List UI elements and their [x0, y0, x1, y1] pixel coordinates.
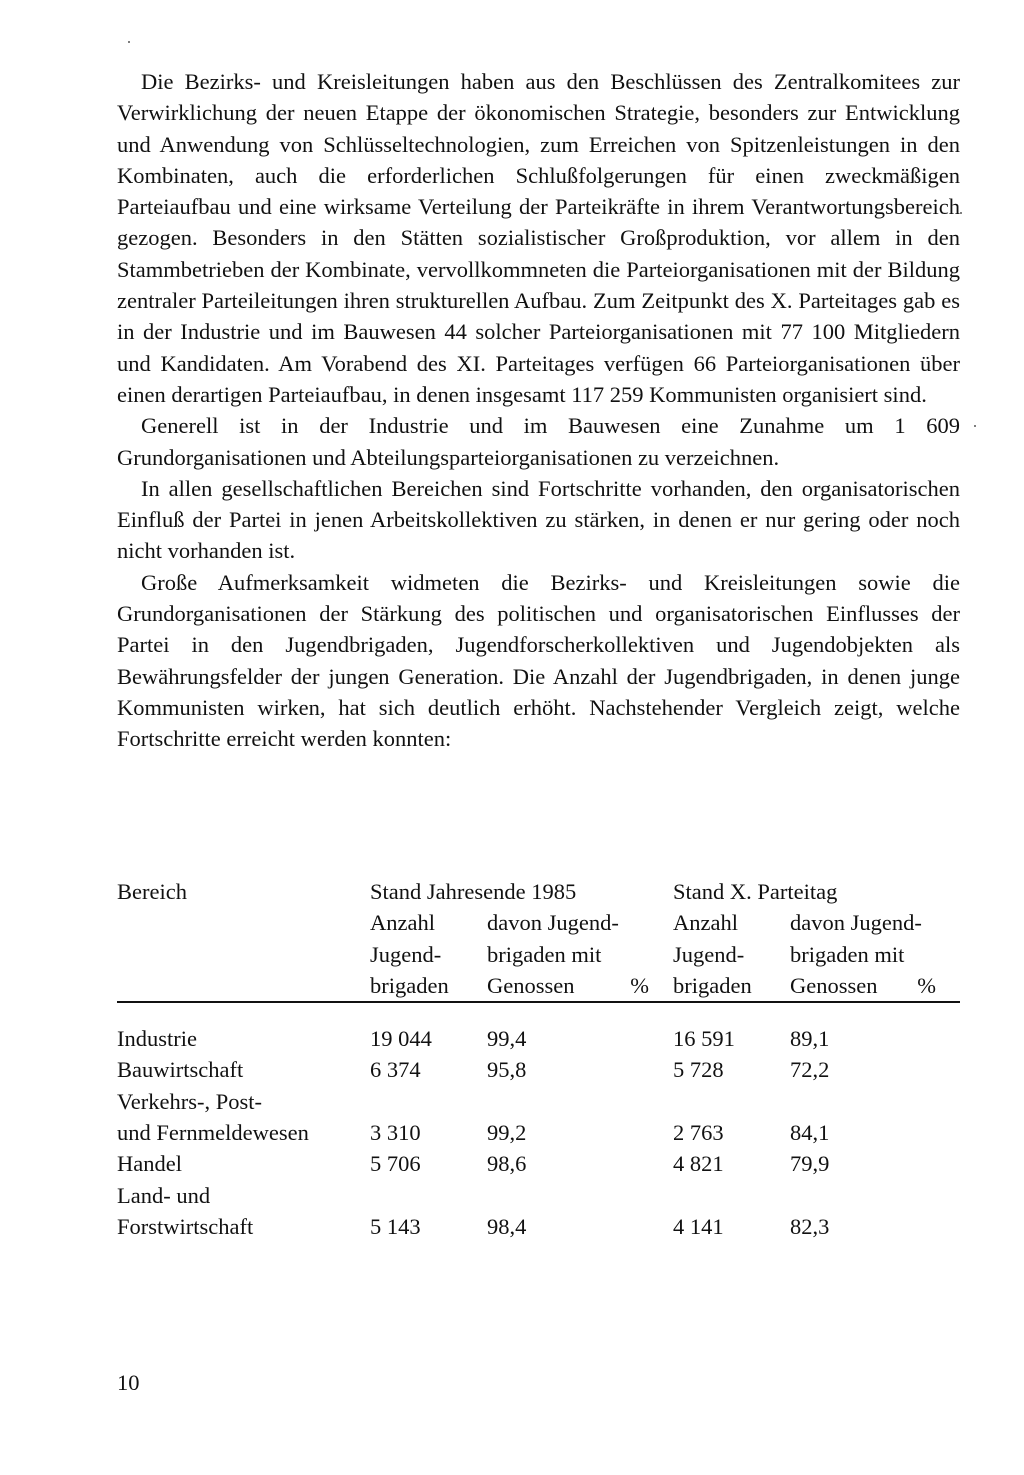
table-row [117, 1180, 960, 1243]
row-count-1985: 5 706 [370, 1151, 421, 1177]
header-line: Anzahl [673, 910, 738, 936]
row-share-x: 84,1 [790, 1120, 830, 1146]
header-count-x [673, 907, 790, 1002]
percent-sign: % [630, 972, 649, 998]
row-area: Industrie [117, 1026, 197, 1052]
scan-speck [960, 212, 962, 214]
row-area-line: und Fernmeldewesen [117, 1120, 309, 1146]
header-share-x [790, 907, 960, 1002]
paragraph: In allen gesellschaftlichen Bereichen sind Fortschritte vorhanden, den organisatorischen Einfluß der Partei in jenen Arbeitskollektiven zu stärken, in denen er nur gering oder noch nicht vorhanden ist. [117, 475, 960, 564]
row-count-1985: 3 310 [370, 1120, 421, 1146]
header-line: Jugend- [673, 941, 745, 967]
paragraph: Die Bezirks- und Kreisleitungen haben aus den Beschlüssen des Zentralkomitees zur Verwirklichung der neuen Etappe der ökonomischen Strategie, besonders zur Entwicklung und Anwendung von Schlüsseltechnologien, zum Erreichen von Spitzenleistungen in den Kombinaten, auch die erforderlichen Schlußfolgerungen für einen zweckmäßigen Parteiaufbau und eine wirksame Verteilung der Parteikräfte in ihrem Verantwortungsbereich gezogen. Besonders in den Stätten sozialistischer Großproduktion, vor allem in den Stammbetrieben der Kombinate, vervollkommneten die Parteiorganisationen mit der Bildung zentraler Parteileitungen ihren strukturellen Aufbau. Zum Zeitpunkt des X. Parteitages gab es in der Industrie und im Bauwesen 44 solcher Parteiorganisationen mit 77 100 Mitgliedern und Kandidaten. Am Vorabend des XI. Parteitages verfügen 66 Parteiorganisationen über einen derartigen Parteiaufbau, in denen insgesamt 117 259 Kommunisten organisiert sind. [117, 69, 960, 407]
horizontal-rule [117, 1002, 960, 1023]
row-count-x: 2 763 [673, 1120, 724, 1146]
header-word: Genossen [487, 972, 575, 998]
row-area: Bauwirtschaft [117, 1057, 244, 1083]
header-line: brigaden mit [790, 941, 905, 967]
row-share-1985: 99,4 [487, 1026, 527, 1052]
table-row [117, 1054, 960, 1085]
header-group-x-parteitag: Stand X. Parteitag [673, 879, 838, 904]
row-count-x: 4 821 [673, 1151, 724, 1177]
row-count-1985: 6 374 [370, 1057, 421, 1083]
row-area [117, 1086, 370, 1149]
row-count-x: 16 591 [673, 1026, 735, 1052]
row-share-1985: 99,2 [487, 1120, 527, 1146]
row-share-x: 82,3 [790, 1213, 830, 1239]
header-line: Jugend- [370, 941, 442, 967]
table-rule [117, 1002, 960, 1023]
header-spacer [117, 907, 370, 1002]
header-bereich: Bereich [117, 879, 187, 904]
paragraph: Generell ist in der Industrie und im Bauwesen eine Zunahme um 1 609 Grundorganisationen und Abteilungsparteiorganisationen zu verzeichnen. [117, 413, 960, 470]
table-group-header-row [117, 876, 960, 907]
row-share-x: 79,9 [790, 1151, 830, 1177]
table-row [117, 1023, 960, 1054]
header-group-1985: Stand Jahresende 1985 [370, 879, 577, 904]
header-line: Anzahl [370, 910, 435, 936]
percent-sign: % [917, 972, 936, 998]
row-count-1985: 19 044 [370, 1026, 432, 1052]
header-word: Genossen [790, 972, 878, 998]
row-share-1985: 98,4 [487, 1213, 527, 1239]
header-line [790, 970, 960, 1001]
row-area-line: Land- und [117, 1182, 211, 1208]
row-area-line: Forstwirtschaft [117, 1213, 254, 1239]
header-count-1985 [370, 907, 487, 1002]
row-count-x: 4 141 [673, 1213, 724, 1239]
body-text [117, 66, 960, 755]
row-share-1985: 98,6 [487, 1151, 527, 1177]
row-area-line: Verkehrs-, Post- [117, 1088, 262, 1114]
row-area: Handel [117, 1151, 182, 1177]
table-row [117, 1086, 960, 1149]
paragraph: Große Aufmerksamkeit widmeten die Bezirks- und Kreisleitungen sowie die Grundorganisationen der Stärkung des politischen und organisatorischen Einflusses der Partei in den Jugendbrigaden, Jugendforscherkollektiven und Jugendobjekten als Bewährungsfelder der jungen Generation. Die Anzahl der Jugendbrigaden, in denen junge Kommunisten wirken, hat sich deutlich erhöht. Nachstehender Vergleich zeigt, welche Fortschritte erreicht werden konnten: [117, 569, 960, 752]
row-share-x: 72,2 [790, 1057, 830, 1083]
row-area [117, 1180, 370, 1243]
header-line: brigaden [673, 972, 752, 998]
header-share-1985 [487, 907, 673, 1002]
row-share-1985: 95,8 [487, 1057, 527, 1083]
youth-brigades-table [117, 876, 960, 1242]
row-share-x: 89,1 [790, 1026, 830, 1052]
scan-speck [128, 41, 130, 43]
header-line: davon Jugend- [790, 910, 922, 936]
table-row [117, 1148, 960, 1179]
page-number: 10 [117, 1370, 140, 1395]
row-count-1985: 5 143 [370, 1213, 421, 1239]
header-line: davon Jugend- [487, 910, 619, 936]
header-line [487, 970, 673, 1001]
table-sub-header-row [117, 907, 960, 1002]
scan-speck [974, 425, 976, 427]
row-count-x: 5 728 [673, 1057, 724, 1083]
header-line: brigaden mit [487, 941, 602, 967]
header-line: brigaden [370, 972, 449, 998]
